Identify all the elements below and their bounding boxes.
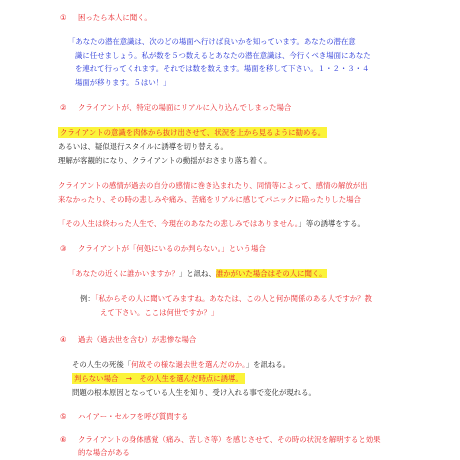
- section-4-line-1-post: 」を訊ねる。: [245, 360, 291, 369]
- section-2-line-1: あるいは、疑似退行スタイルに誘導を切り替える。: [58, 142, 228, 151]
- section-5-title: ハイアー・セルフを呼び質問する: [78, 412, 189, 421]
- section-2-para-line-2: 来なかったり、その時の悲しみや痛み、苦痛をリアルに感じてパニックに陥ったりした場合: [58, 195, 361, 204]
- section-3-number: ③: [60, 244, 67, 253]
- section-2-quote: [58, 218, 365, 229]
- section-4-heading: [60, 334, 196, 345]
- section-4-line-1-pre: その人生の死後「: [72, 360, 132, 369]
- section-1-quote-line-3: を連れて行ってくれます。それでは数を数えます。場面を移して下さい。１・２・３・４: [75, 64, 370, 73]
- section-2-title: クライアントが、特定の場面にリアルに入り込んでしまった場合: [78, 103, 292, 112]
- section-4-line-1: [72, 359, 290, 370]
- section-6-number: ⑥: [60, 435, 67, 444]
- section-5-heading: [60, 411, 188, 422]
- section-3-question-highlight: 誰かがいた場合はその人に聞く。: [215, 269, 327, 278]
- section-2-highlight: クライアントの意識を肉体から抜け出させて、状況を上から見るように勧める。: [60, 128, 326, 137]
- section-4-number: ④: [60, 335, 67, 344]
- section-3-example-text-1: 「私からその人に聞いてみますね。あなたは、この人と何か関係のある人ですか？教: [94, 294, 372, 303]
- section-3-title: クライアントが「何処にいるのか判らない。」という場合: [78, 244, 266, 253]
- section-3-question: [68, 268, 327, 279]
- section-3-example-line-2: えて下さい。ここは何世ですか？」: [100, 308, 219, 317]
- section-5-number: ⑤: [60, 412, 67, 421]
- section-6-heading: [60, 434, 381, 445]
- section-2-number: ②: [60, 103, 67, 112]
- section-2-quote-red: 「その人生は終わった人生で、今現在のあなたの悲しみではありません。: [58, 219, 299, 228]
- section-2-line-2: 理解が客観的になり、クライアントの動揺がおさまり落ち着く。: [58, 156, 272, 165]
- section-2-heading: [60, 102, 291, 113]
- section-4-highlight: 判らない場合 → その人生を選んだ時点に誘導。: [74, 374, 243, 383]
- section-4-title: 過去（過去世を含む）が悲惨な場合: [78, 335, 197, 344]
- section-6-title-line-1: クライアントの身体感覚（痛み、苦しさ等）を感じさせて、その時の状況を解明すると効果: [78, 435, 381, 444]
- section-3-question-red: 「あなたの近くに誰かいますか？: [68, 269, 179, 278]
- section-1-heading: [60, 12, 152, 23]
- section-6-title-line-2: 的な場合がある: [78, 448, 130, 457]
- section-1-title: 困ったら本人に聞く。: [78, 13, 152, 22]
- section-3-heading: [60, 243, 266, 254]
- section-1-quote-line-1: 「あなたの潜在意識は、次のどの場面へ行けば良いかを知っています。あなたの潜在意: [68, 37, 356, 46]
- section-2-para-line-1: クライアントの感情が過去の自分の感情に巻き込まれたり、同情等によって、感情の解放が出: [58, 181, 368, 190]
- section-1-quote-line-2: 識に任せましょう。私が数を５つ数えるとあなたの潜在意識は、今行くべき場面にあなた: [75, 51, 371, 60]
- section-1-number: ①: [60, 13, 67, 22]
- section-3-example-line-1: [80, 293, 372, 304]
- section-3-example-prefix: 例：: [80, 294, 95, 303]
- section-3-question-mid: 」と訊ね、: [178, 269, 216, 278]
- section-4-line-1-red: 何故その様な過去世を選んだのか。: [131, 360, 246, 369]
- section-1-quote-line-4: 場面が移ります。５はい！」: [75, 78, 171, 87]
- section-4-line-3: 問題の根本原因となっている人生を知り、受け入れる事で変化が現れる。: [72, 388, 316, 397]
- section-2-quote-tail: 」等の誘導をする。: [298, 219, 365, 228]
